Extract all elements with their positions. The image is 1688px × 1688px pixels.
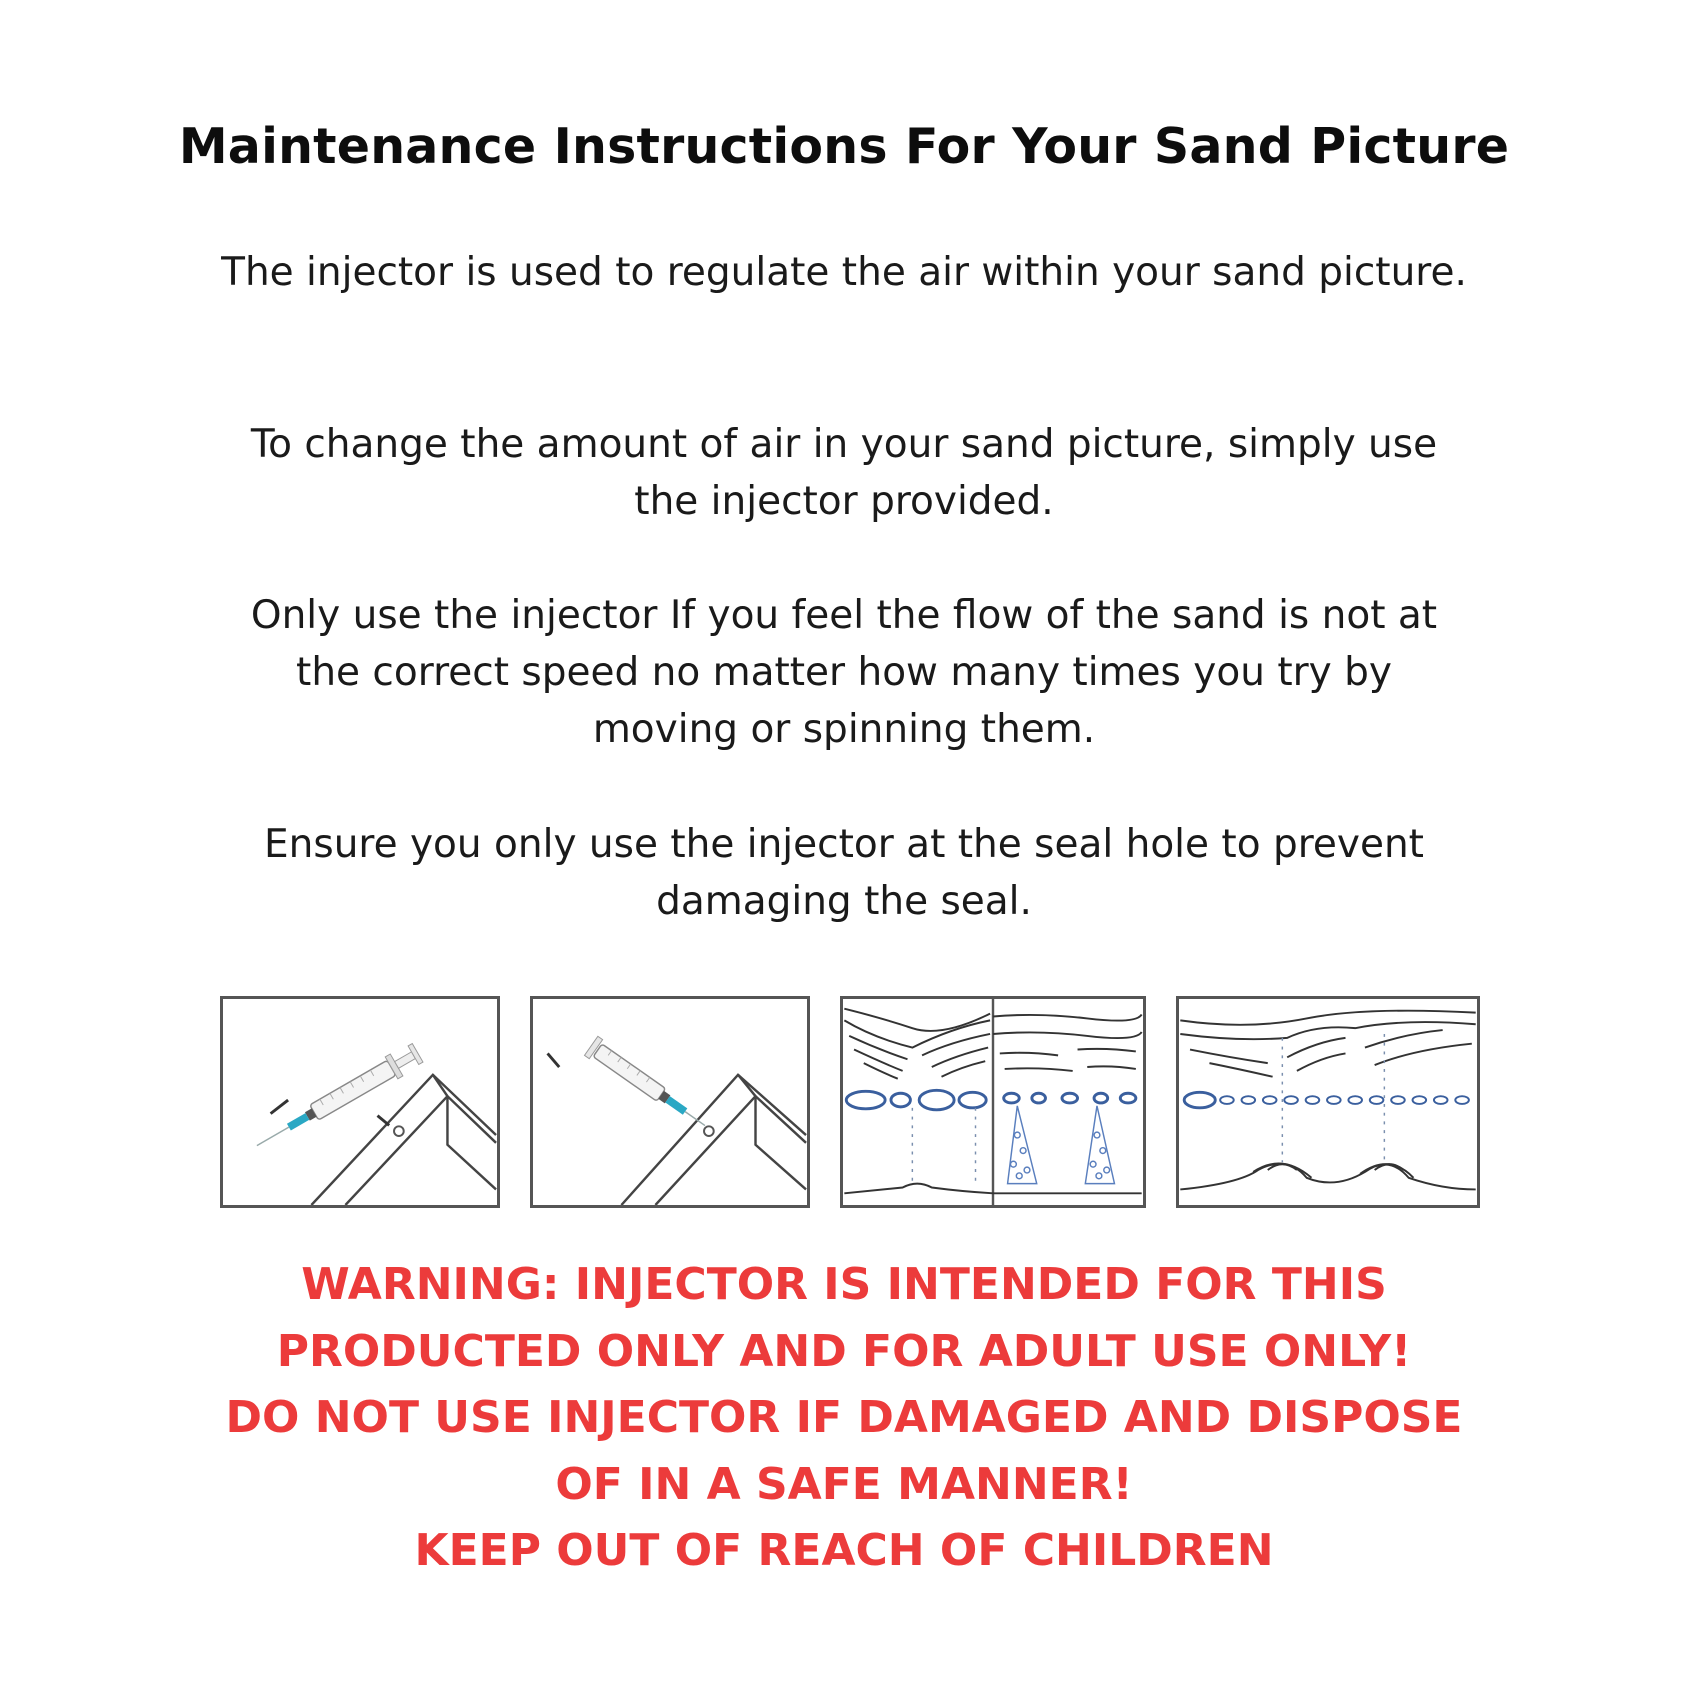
sand-flow-before-after-icon <box>840 996 1146 1208</box>
paragraph-when-to-use: Only use the injector If you feel the flow of the sand is not at the correct speed no matter how many times you try by moving or spinning them. <box>250 593 1438 752</box>
warning-line-1: WARNING: INJECTOR IS INTENDED FOR THIS <box>301 1259 1387 1310</box>
paragraph-seal-hole: Ensure you only use the injector at the seal hole to prevent damaging the seal. <box>264 822 1424 924</box>
syringe-withdrawn-corner-icon <box>530 996 810 1208</box>
warning-line-4: OF IN A SAFE MANNER! <box>555 1458 1133 1510</box>
paragraph-purpose: The injector is used to regulate the air within your sand picture. <box>221 250 1467 295</box>
warning-line-3: DO NOT USE INJECTOR IF DAMAGED AND DISPOSE <box>225 1392 1463 1443</box>
sand-flow-correct-icon <box>1176 996 1480 1208</box>
syringe-inserted-corner-icon <box>220 996 500 1208</box>
page-title: Maintenance Instructions For Your Sand Picture <box>178 118 1510 175</box>
warning-block <box>160 1252 1528 1585</box>
warning-line-5: KEEP OUT OF REACH OF CHILDREN <box>414 1525 1274 1576</box>
warning-line-2: PRODUCTED ONLY AND FOR ADULT USE ONLY! <box>276 1325 1412 1377</box>
paragraph-usage: To change the amount of air in your sand picture, simply use the injector provided. <box>250 422 1438 524</box>
illustration-strip <box>216 996 1480 1218</box>
